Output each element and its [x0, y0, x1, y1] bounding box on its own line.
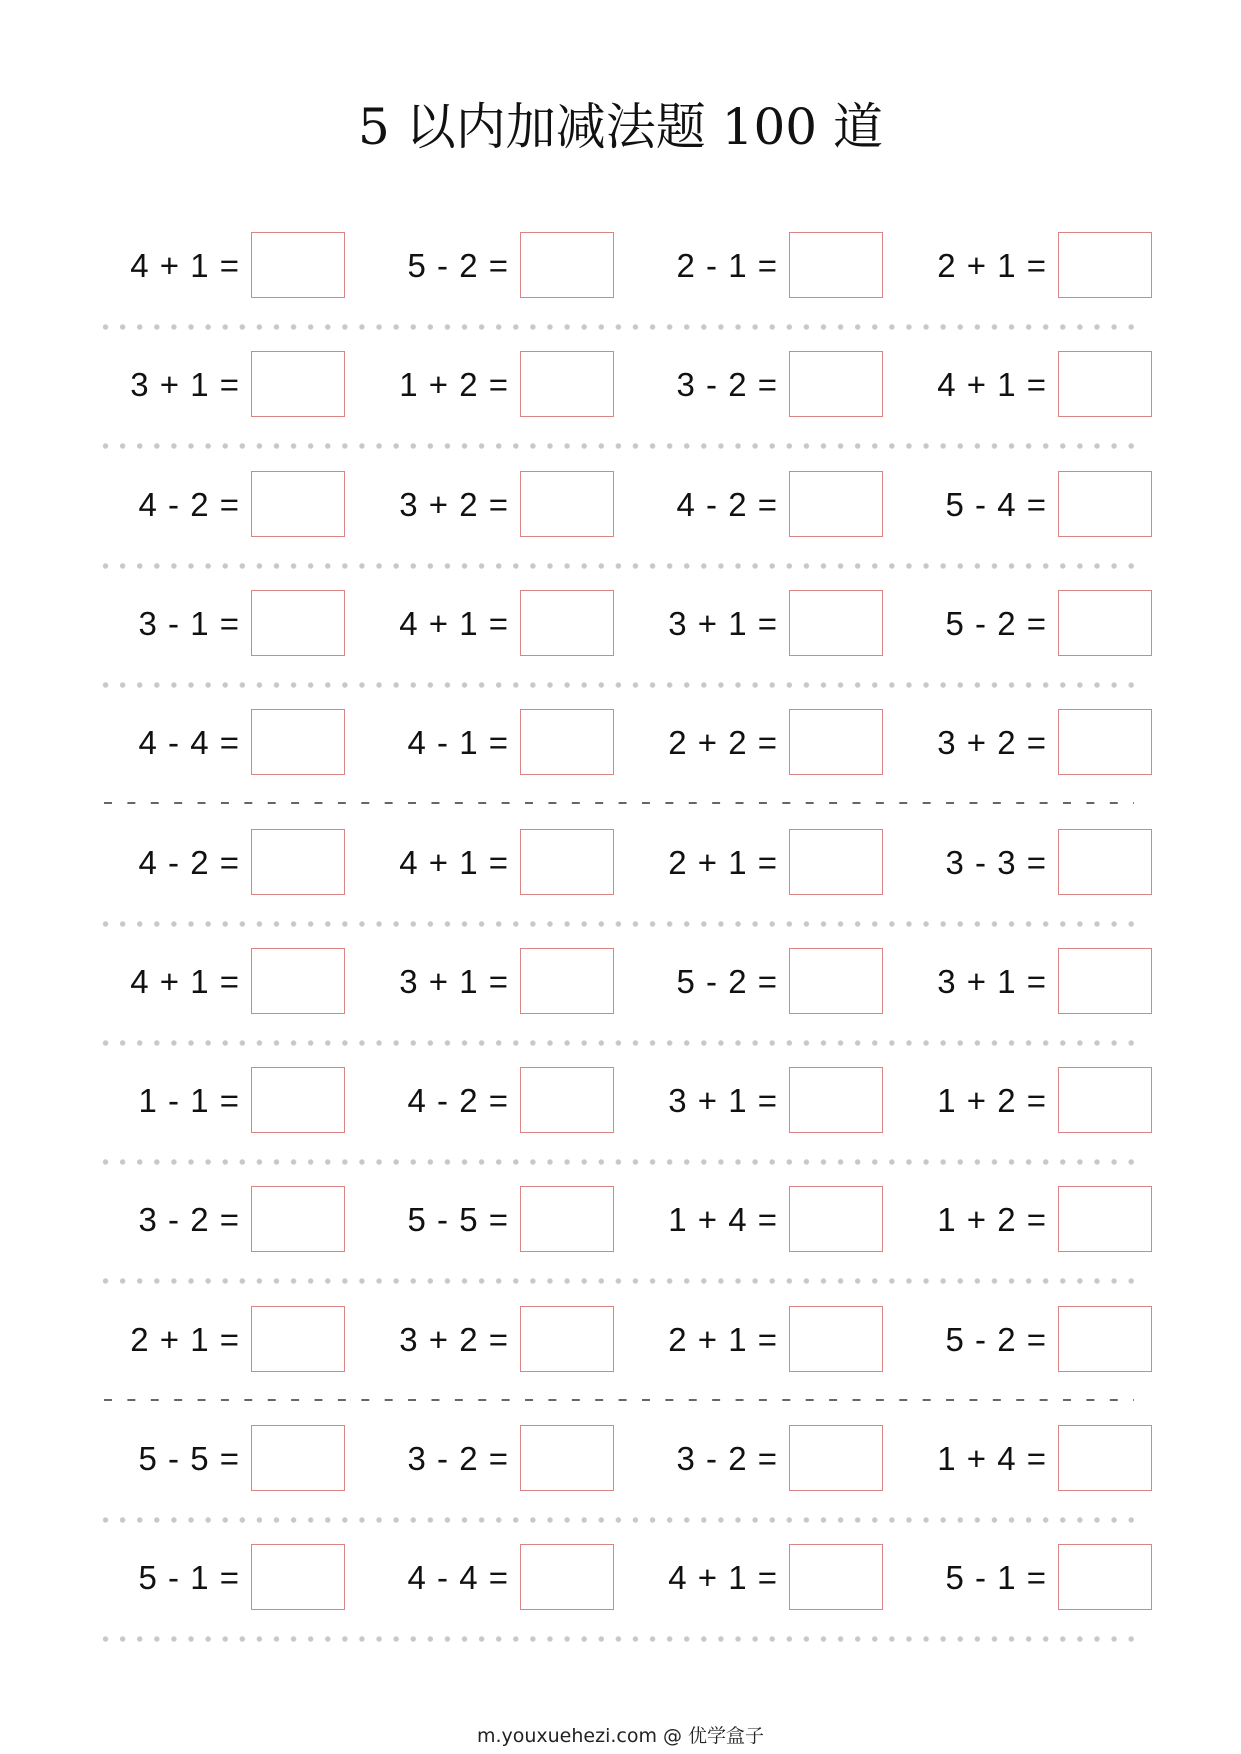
answer-box[interactable]: [1058, 351, 1152, 417]
problem-item: [75, 948, 345, 1016]
problem-item: [882, 351, 1152, 419]
dotted-divider: [97, 1517, 1137, 1523]
answer-box[interactable]: [520, 471, 614, 537]
problem-item: [613, 471, 883, 539]
problem-expression: 3 + 1 =: [399, 963, 508, 1000]
problem-expression: 1 + 4 =: [937, 1440, 1046, 1477]
problem-item: [75, 1306, 345, 1374]
problem-item: [344, 948, 614, 1016]
answer-box[interactable]: [1058, 232, 1152, 298]
answer-box[interactable]: [789, 351, 883, 417]
problem-item: [75, 351, 345, 419]
problem-item: [613, 232, 883, 300]
problem-item: [344, 1067, 614, 1135]
dotted-divider: [97, 563, 1137, 569]
problem-expression: 4 + 1 =: [668, 1559, 777, 1596]
problem-expression: 3 + 1 =: [937, 963, 1046, 1000]
answer-box[interactable]: [520, 590, 614, 656]
problem-expression: 1 - 1 =: [138, 1082, 239, 1119]
answer-box[interactable]: [1058, 1306, 1152, 1372]
problem-row: [0, 471, 1241, 539]
problem-item: [344, 232, 614, 300]
problem-item: [613, 709, 883, 777]
problem-expression: 3 - 3 =: [945, 844, 1046, 881]
answer-box[interactable]: [520, 948, 614, 1014]
answer-box[interactable]: [1058, 471, 1152, 537]
problem-expression: 1 + 2 =: [937, 1082, 1046, 1119]
answer-box[interactable]: [251, 1425, 345, 1491]
dotted-divider: [97, 1636, 1137, 1642]
problem-expression: 5 - 2 =: [676, 963, 777, 1000]
answer-box[interactable]: [1058, 829, 1152, 895]
answer-box[interactable]: [789, 1067, 883, 1133]
problem-expression: 3 - 2 =: [407, 1440, 508, 1477]
problem-item: [344, 709, 614, 777]
problem-row: [0, 829, 1241, 897]
dotted-divider: [97, 1159, 1137, 1165]
problem-expression: 2 - 1 =: [676, 247, 777, 284]
problem-item: [882, 1425, 1152, 1493]
problem-item: [882, 1067, 1152, 1135]
answer-box[interactable]: [789, 232, 883, 298]
problem-item: [613, 1306, 883, 1374]
dashed-divider: [104, 802, 1134, 804]
answer-box[interactable]: [789, 1186, 883, 1252]
problem-expression: 3 + 1 =: [668, 1082, 777, 1119]
problem-expression: 5 - 2 =: [945, 1321, 1046, 1358]
answer-box[interactable]: [789, 948, 883, 1014]
answer-box[interactable]: [789, 1544, 883, 1610]
problem-item: [75, 1425, 345, 1493]
answer-box[interactable]: [251, 709, 345, 775]
problem-expression: 5 - 4 =: [945, 486, 1046, 523]
problem-row: [0, 1067, 1241, 1135]
problem-expression: 4 - 2 =: [138, 844, 239, 881]
problem-expression: 1 + 4 =: [668, 1201, 777, 1238]
problem-item: [882, 1544, 1152, 1612]
problem-item: [75, 709, 345, 777]
problem-item: [344, 1186, 614, 1254]
problem-expression: 5 - 5 =: [138, 1440, 239, 1477]
problem-item: [613, 590, 883, 658]
answer-box[interactable]: [251, 232, 345, 298]
problem-expression: 4 - 2 =: [676, 486, 777, 523]
answer-box[interactable]: [789, 829, 883, 895]
problem-item: [882, 471, 1152, 539]
problem-row: [0, 709, 1241, 777]
problem-item: [344, 1544, 614, 1612]
problem-item: [882, 1306, 1152, 1374]
problem-expression: 2 + 1 =: [668, 1321, 777, 1358]
problem-item: [613, 1544, 883, 1612]
problem-item: [613, 1067, 883, 1135]
problem-item: [613, 1425, 883, 1493]
problem-item: [882, 1186, 1152, 1254]
worksheet-title: 5 以内加减法题 100 道: [358, 98, 883, 156]
answer-box[interactable]: [1058, 709, 1152, 775]
answer-box[interactable]: [251, 829, 345, 895]
answer-box[interactable]: [520, 829, 614, 895]
problem-expression: 4 - 4 =: [138, 724, 239, 761]
problem-row: [0, 1425, 1241, 1493]
problem-item: [75, 1544, 345, 1612]
problem-row: [0, 1544, 1241, 1612]
answer-box[interactable]: [520, 232, 614, 298]
problem-item: [75, 232, 345, 300]
problem-expression: 3 + 2 =: [399, 1321, 508, 1358]
dotted-divider: [97, 324, 1137, 330]
dotted-divider: [97, 1040, 1137, 1046]
answer-box[interactable]: [520, 1306, 614, 1372]
answer-box[interactable]: [251, 590, 345, 656]
problem-expression: 1 + 2 =: [937, 1201, 1046, 1238]
problem-expression: 3 - 2 =: [676, 366, 777, 403]
answer-box[interactable]: [1058, 1067, 1152, 1133]
problem-row: [0, 1306, 1241, 1374]
answer-box[interactable]: [251, 1306, 345, 1372]
problem-item: [75, 590, 345, 658]
answer-box[interactable]: [520, 351, 614, 417]
problem-item: [344, 829, 614, 897]
problem-item: [75, 829, 345, 897]
problem-item: [613, 829, 883, 897]
problem-expression: 5 - 2 =: [945, 605, 1046, 642]
answer-box[interactable]: [520, 1544, 614, 1610]
problem-item: [344, 351, 614, 419]
answer-box[interactable]: [520, 709, 614, 775]
problem-expression: 2 + 1 =: [130, 1321, 239, 1358]
problem-item: [613, 948, 883, 1016]
answer-box[interactable]: [251, 1067, 345, 1133]
problem-expression: 5 - 5 =: [407, 1201, 508, 1238]
problem-item: [613, 351, 883, 419]
answer-box[interactable]: [520, 1067, 614, 1133]
dotted-divider: [97, 682, 1137, 688]
problem-expression: 3 - 2 =: [138, 1201, 239, 1238]
problem-expression: 3 + 1 =: [130, 366, 239, 403]
problem-expression: 4 - 4 =: [407, 1559, 508, 1596]
problem-item: [344, 590, 614, 658]
answer-box[interactable]: [1058, 1425, 1152, 1491]
dotted-divider: [97, 921, 1137, 927]
answer-box[interactable]: [251, 948, 345, 1014]
answer-box[interactable]: [789, 471, 883, 537]
dotted-divider: [97, 443, 1137, 449]
problem-expression: 3 + 1 =: [668, 605, 777, 642]
answer-box[interactable]: [1058, 1544, 1152, 1610]
problem-expression: 4 + 1 =: [937, 366, 1046, 403]
answer-box[interactable]: [789, 590, 883, 656]
problem-item: [882, 709, 1152, 777]
problem-expression: 2 + 2 =: [668, 724, 777, 761]
problem-expression: 1 + 2 =: [399, 366, 508, 403]
problem-expression: 4 + 1 =: [399, 605, 508, 642]
problem-expression: 3 + 2 =: [937, 724, 1046, 761]
answer-box[interactable]: [789, 1306, 883, 1372]
answer-box[interactable]: [1058, 948, 1152, 1014]
problem-row: [0, 1186, 1241, 1254]
problem-item: [75, 471, 345, 539]
problem-item: [75, 1067, 345, 1135]
problem-expression: 4 + 1 =: [130, 963, 239, 1000]
problem-expression: 3 + 2 =: [399, 486, 508, 523]
problem-item: [344, 1425, 614, 1493]
answer-box[interactable]: [1058, 1186, 1152, 1252]
problem-row: [0, 351, 1241, 419]
problem-expression: 4 - 1 =: [407, 724, 508, 761]
answer-box[interactable]: [251, 351, 345, 417]
problem-expression: 5 - 2 =: [407, 247, 508, 284]
problem-item: [882, 829, 1152, 897]
answer-box[interactable]: [520, 1425, 614, 1491]
footer-source: m.youxuehezi.com @ 优学盒子: [476, 1725, 765, 1747]
problem-expression: 4 + 1 =: [130, 247, 239, 284]
answer-box[interactable]: [251, 1186, 345, 1252]
problem-expression: 3 - 2 =: [676, 1440, 777, 1477]
problem-row: [0, 590, 1241, 658]
problem-row: [0, 232, 1241, 300]
problem-item: [882, 232, 1152, 300]
dotted-divider: [97, 1278, 1137, 1284]
problem-item: [613, 1186, 883, 1254]
answer-box[interactable]: [1058, 590, 1152, 656]
answer-box[interactable]: [789, 709, 883, 775]
answer-box[interactable]: [251, 471, 345, 537]
problem-item: [344, 471, 614, 539]
problem-item: [75, 1186, 345, 1254]
dashed-divider: [104, 1399, 1134, 1401]
problem-item: [344, 1306, 614, 1374]
problem-expression: 4 + 1 =: [399, 844, 508, 881]
problem-expression: 2 + 1 =: [668, 844, 777, 881]
problem-item: [882, 590, 1152, 658]
problem-expression: 4 - 2 =: [138, 486, 239, 523]
problem-expression: 2 + 1 =: [937, 247, 1046, 284]
problem-expression: 5 - 1 =: [138, 1559, 239, 1596]
problem-item: [882, 948, 1152, 1016]
problem-expression: 4 - 2 =: [407, 1082, 508, 1119]
answer-box[interactable]: [251, 1544, 345, 1610]
problem-row: [0, 948, 1241, 1016]
answer-box[interactable]: [520, 1186, 614, 1252]
problem-expression: 3 - 1 =: [138, 605, 239, 642]
answer-box[interactable]: [789, 1425, 883, 1491]
problem-expression: 5 - 1 =: [945, 1559, 1046, 1596]
